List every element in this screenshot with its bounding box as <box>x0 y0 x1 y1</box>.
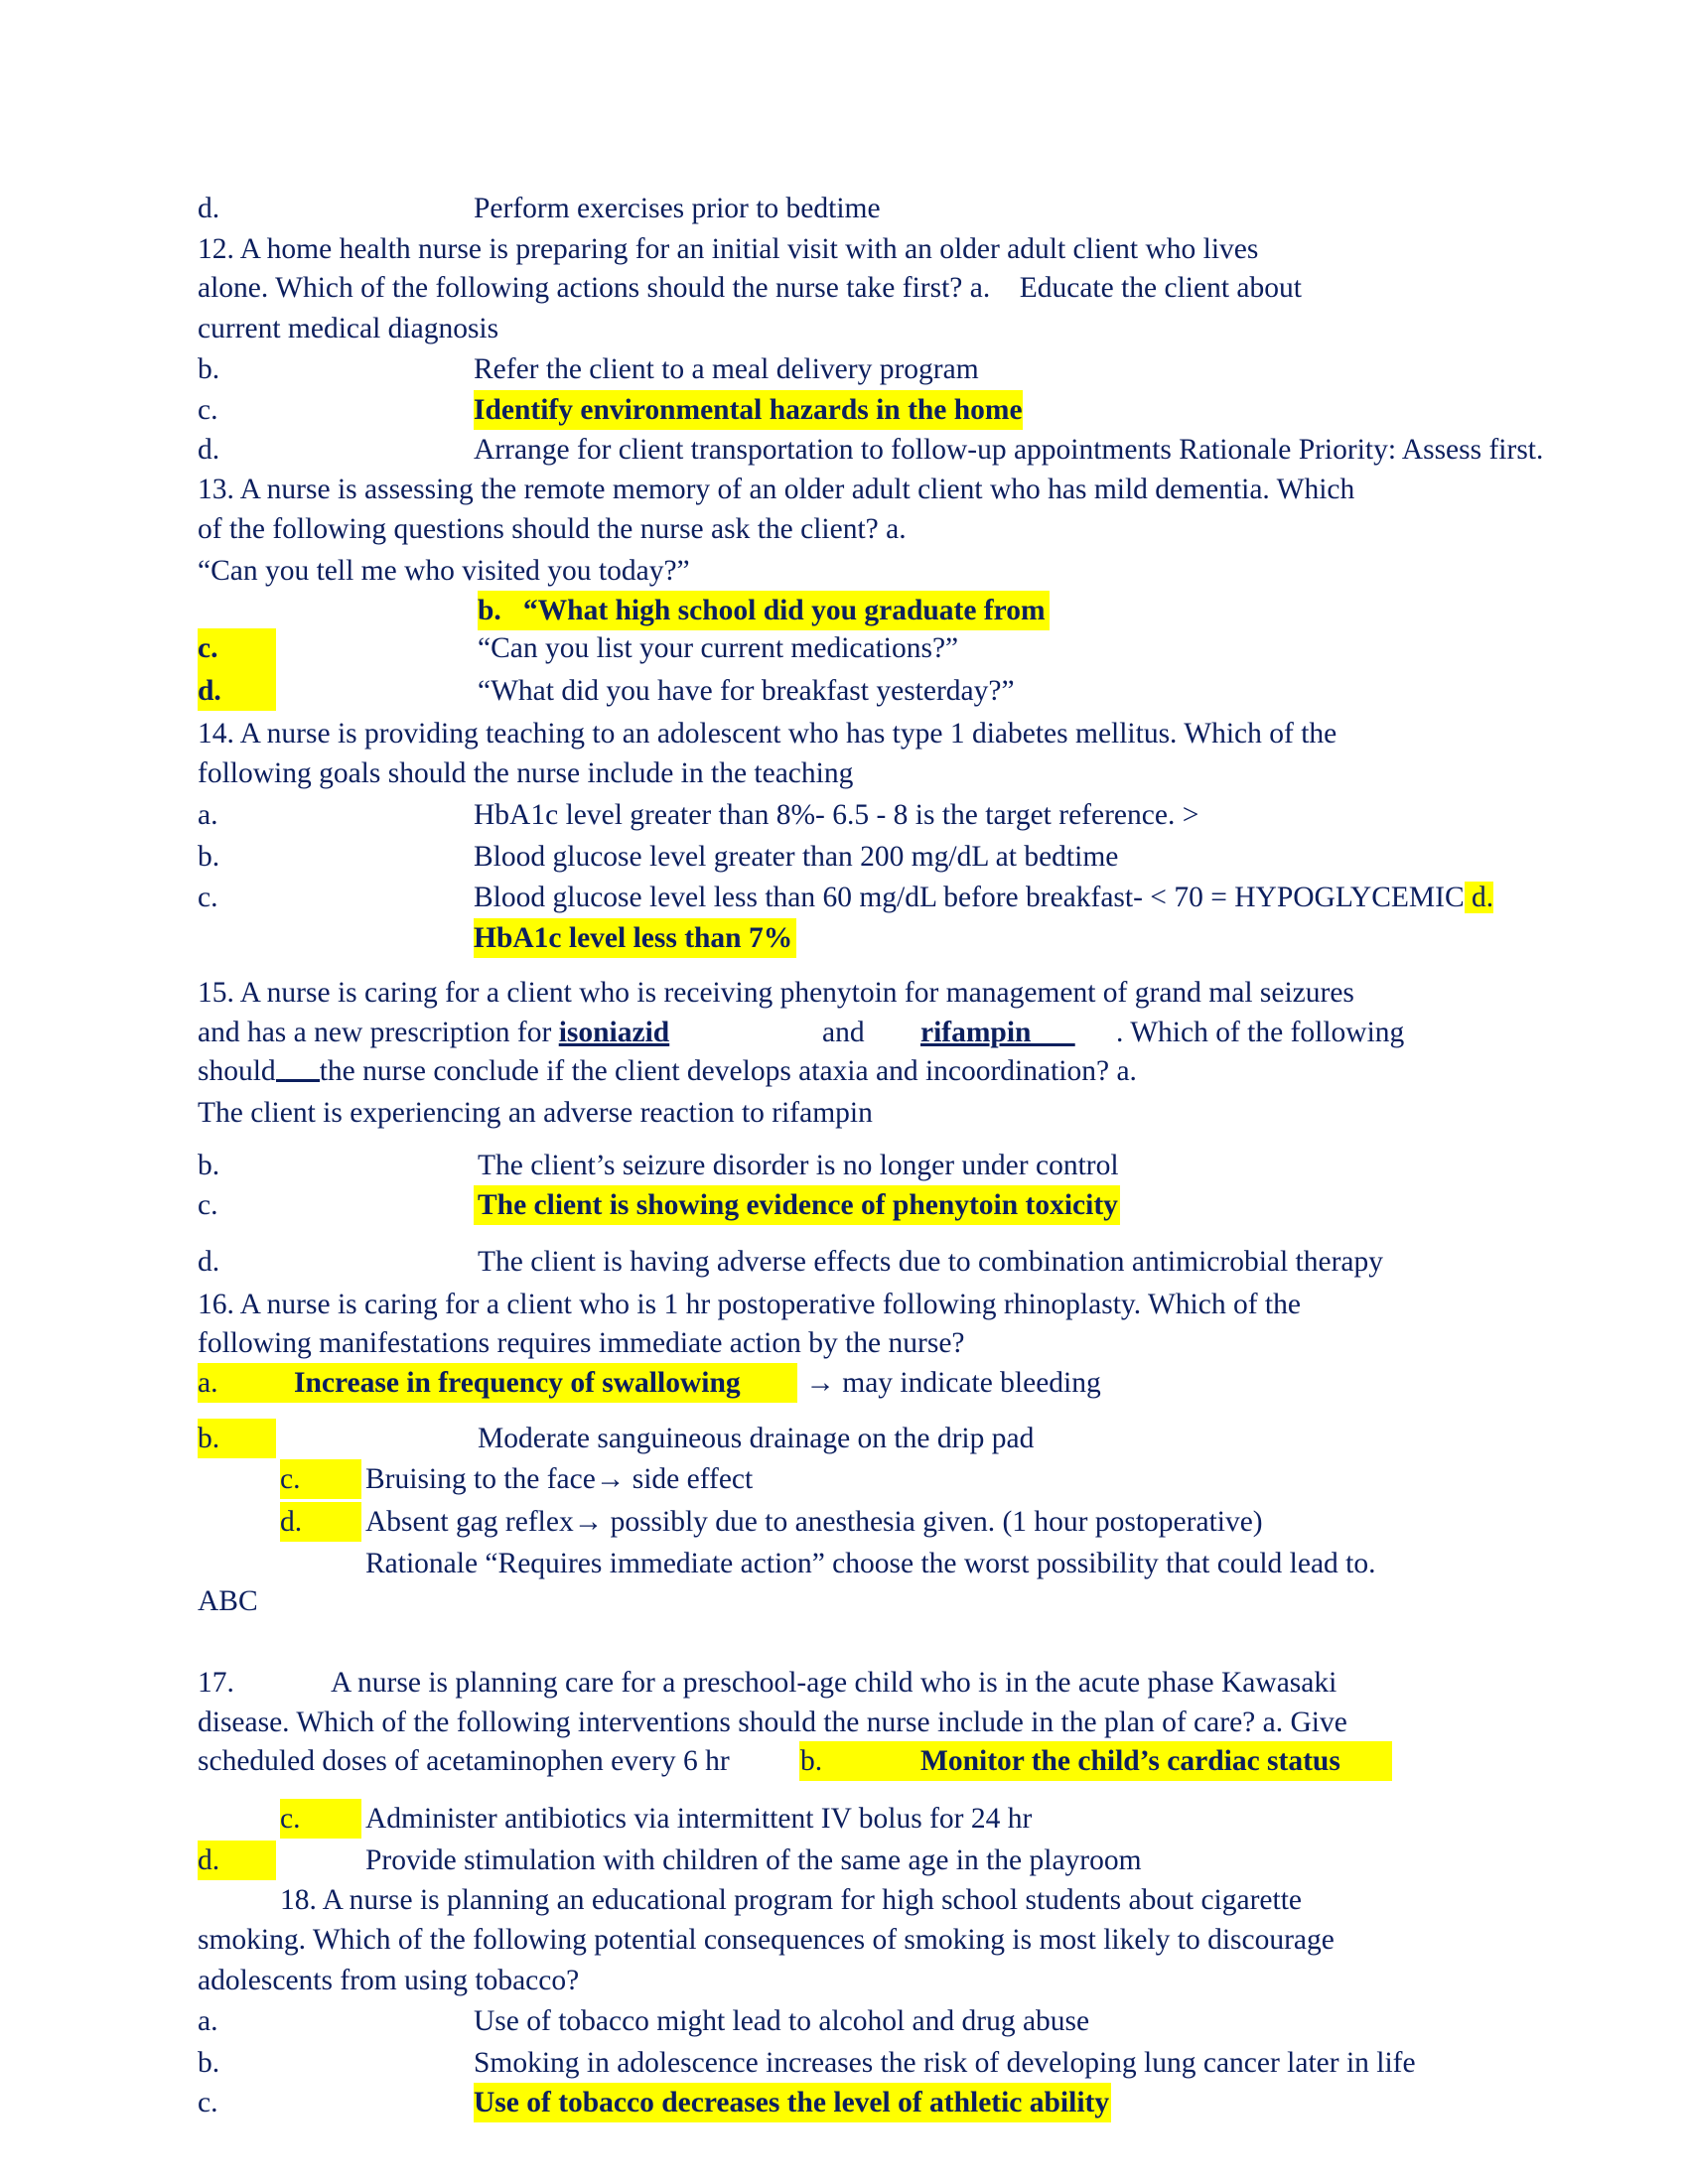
option-label: c. <box>280 1803 301 1835</box>
option-label: a. <box>198 799 218 831</box>
option-label: c. <box>198 632 218 664</box>
option-text: Smoking in adolescence increases the risk of developing lung cancer later in life <box>474 2047 1416 2079</box>
option-text: “Can you list your current medications?” <box>478 632 959 664</box>
option-label: b. <box>198 353 220 385</box>
drug-rifampin: rifampin <box>920 1017 1075 1048</box>
option-text: Provide stimulation with children of the same age in the playroom <box>365 1844 1142 1876</box>
q12-stem-line: alone. Which of the following actions should the nurse take first? a. Educate the client about <box>198 272 1302 304</box>
question-number: 17. <box>198 1667 234 1699</box>
q13-stem-line: of the following questions should the nurse ask the client? a. <box>198 513 907 545</box>
highlighted-answer: Increase in frequency of swallowing <box>294 1367 741 1399</box>
q17-stem-line <box>198 1741 1340 1781</box>
q15-stem-line: 15. A nurse is caring for a client who is receiving phenytoin for management of grand mal seizures <box>198 977 1354 1009</box>
stem-text: scheduled doses of acetaminophen every 6 hr <box>198 1745 738 1777</box>
option-label: d. <box>198 675 221 707</box>
stem-text: and <box>822 1017 865 1048</box>
highlighted-answer: b. “What high school did you graduate from <box>478 591 1050 630</box>
q14-stem-line: following goals should the nurse include in the teaching <box>198 757 854 789</box>
option-label: c. <box>198 1189 218 1221</box>
q15-option-c-answer <box>198 1185 1118 1225</box>
option-text: Moderate sanguineous drainage on the drip pad <box>478 1423 1035 1454</box>
q14-option-c <box>198 878 1494 917</box>
option-label: b. <box>198 2047 220 2079</box>
stem-text: and has a new prescription for <box>198 1017 559 1048</box>
option-text: Administer antibiotics via intermittent IV bolus for 24 hr <box>365 1803 1033 1835</box>
stem-text: should <box>198 1055 276 1087</box>
rationale-text: Rationale “Requires immediate action” choose the worst possibility that could lead to. <box>365 1548 1376 1579</box>
q18-stem-line: smoking. Which of the following potential consequences of smoking is most likely to discourage <box>198 1924 1335 1956</box>
option-text: Arrange for client transportation to follow-up appointments Rationale Priority: Assess first. <box>474 434 1544 466</box>
stem-text: . Which of the following <box>1116 1017 1405 1048</box>
stem-text: 18. A nurse is planning an educational program for high school students about cigarette <box>280 1884 1302 1916</box>
q15-option-a: The client is experiencing an adverse reaction to rifampin <box>198 1097 873 1129</box>
highlighted-answer: The client is showing evidence of phenytoin toxicity <box>474 1185 1120 1225</box>
option-d-label: d. <box>1464 882 1494 913</box>
option-text: The client is having adverse effects due to combination antimicrobial therapy <box>478 1246 1384 1278</box>
option-label: d. <box>280 1506 303 1538</box>
option-label: a. <box>198 1367 218 1399</box>
option-text: “What did you have for breakfast yesterday?” <box>478 675 1015 707</box>
q18-option-b <box>198 2043 1416 2083</box>
option-text: The client’s seizure disorder is no longer under control <box>478 1150 1119 1181</box>
option-label: d. <box>198 193 220 224</box>
q16-stem-line: 16. A nurse is caring for a client who is 1 hr postoperative following rhinoplasty. Which of the <box>198 1289 1301 1320</box>
q15-stem-line <box>198 1051 1137 1091</box>
q16-option-b <box>198 1419 1035 1458</box>
option-label: c. <box>198 882 218 913</box>
q14-option-b <box>198 837 1119 877</box>
answer-note: → may indicate bleeding <box>798 1367 1101 1399</box>
q11-option-d <box>198 189 881 228</box>
q12-option-d <box>198 430 1544 470</box>
option-text: Blood glucose level less than 60 mg/dL before breakfast- < 70 = HYPOGLYCEMIC <box>474 882 1465 913</box>
q12-option-c-answer <box>198 390 1023 430</box>
highlighted-answer: Use of tobacco decreases the level of athletic ability <box>474 2083 1111 2122</box>
q14-option-a <box>198 795 1199 835</box>
option-label: b. <box>198 1423 220 1454</box>
option-label: b. <box>198 1150 220 1181</box>
q12-option-b <box>198 349 979 389</box>
option-text-wrap <box>474 878 1493 917</box>
option-label: c. <box>198 2087 218 2118</box>
q17-stem-line <box>198 1663 1337 1703</box>
option-label: d. <box>198 434 220 466</box>
q14-stem-line: 14. A nurse is providing teaching to an adolescent who has type 1 diabetes mellitus. Which of the <box>198 718 1337 750</box>
option-text: Blood glucose level greater than 200 mg/dL at bedtime <box>474 841 1119 873</box>
blank-line <box>276 1051 320 1082</box>
option-label: c. <box>198 394 218 426</box>
q15-option-d <box>198 1242 1384 1282</box>
q13-option-d <box>198 671 1015 711</box>
option-label: c. <box>280 1463 301 1495</box>
q12-stem-line: current medical diagnosis <box>198 313 499 344</box>
option-text: Bruising to the face→ side effect <box>365 1463 754 1495</box>
q15-option-b <box>198 1146 1119 1185</box>
q17-stem-line: disease. Which of the following interventions should the nurse include in the plan of care? a. Give <box>198 1706 1347 1738</box>
option-text: Refer the client to a meal delivery program <box>474 353 979 385</box>
q18-option-a <box>198 2001 1090 2041</box>
option-label: b. <box>198 841 220 873</box>
drug-isoniazid: isoniazid <box>558 1017 670 1048</box>
option-label: b. <box>800 1745 823 1777</box>
option-label: a. <box>198 2005 218 2037</box>
q16-stem-line: following manifestations requires immediate action by the nurse? <box>198 1327 965 1359</box>
q17-option-d <box>198 1841 1142 1880</box>
option-text: HbA1c level greater than 8%- 6.5 - 8 is the target reference. > <box>474 799 1199 831</box>
option-label: d. <box>198 1844 220 1876</box>
q16-rationale-end: ABC <box>198 1585 258 1617</box>
highlighted-answer: Monitor the child’s cardiac status <box>920 1745 1340 1777</box>
q12-stem-line: 12. A home health nurse is preparing for an initial visit with an older adult client who lives <box>198 233 1259 265</box>
option-label: d. <box>198 1246 220 1278</box>
stem-text: A nurse is planning care for a preschool-age child who is in the acute phase Kawasaki <box>331 1667 1337 1699</box>
option-text: Perform exercises prior to bedtime <box>474 193 881 224</box>
highlighted-answer: Identify environmental hazards in the home <box>474 390 1023 430</box>
q13-option-c <box>198 628 959 668</box>
q13-option-a: “Can you tell me who visited you today?” <box>198 555 690 587</box>
q18-stem-line: adolescents from using tobacco? <box>198 1965 580 1996</box>
q18-option-c-answer <box>198 2083 1110 2122</box>
option-text: Use of tobacco might lead to alcohol and drug abuse <box>474 2005 1090 2037</box>
highlighted-answer: HbA1c level less than 7% <box>474 918 796 958</box>
q13-stem-line: 13. A nurse is assessing the remote memory of an older adult client who has mild dementia. Which <box>198 474 1355 505</box>
q16-option-a-answer <box>198 1363 1101 1403</box>
option-text: Absent gag reflex→ possibly due to anesthesia given. (1 hour postoperative) <box>365 1506 1263 1538</box>
q15-stem-line <box>198 1013 1405 1052</box>
stem-text: the nurse conclude if the client develops ataxia and incoordination? a. <box>319 1055 1137 1087</box>
